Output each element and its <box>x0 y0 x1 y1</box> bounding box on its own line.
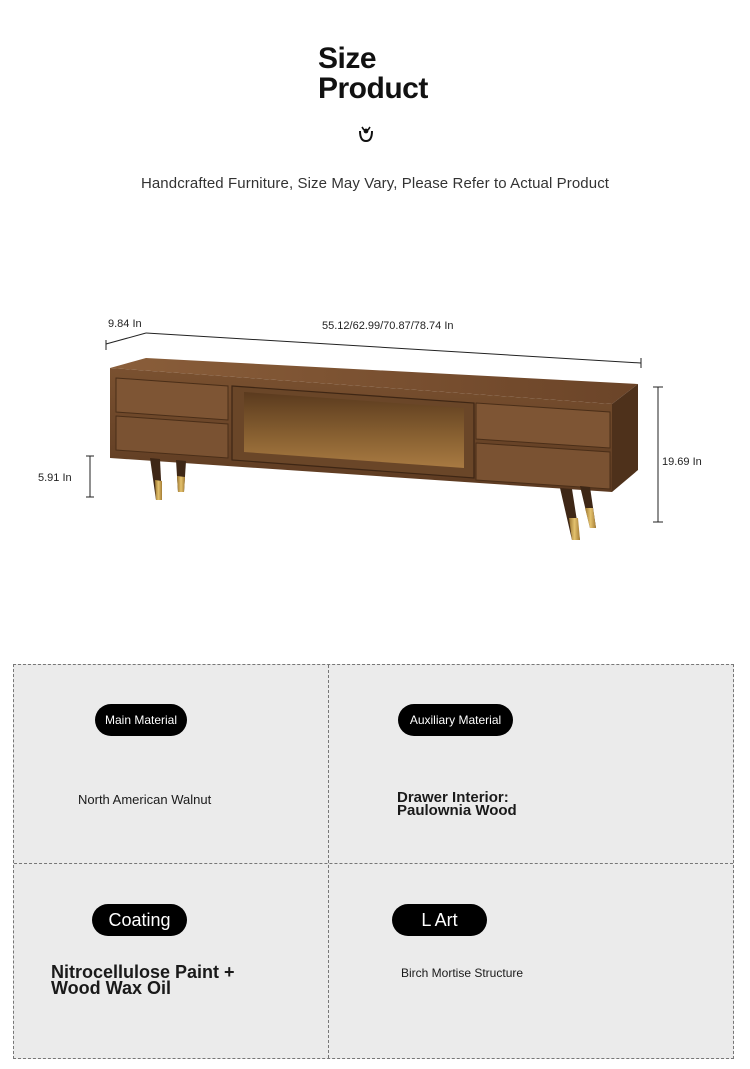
dim-width-label: 55.12/62.99/70.87/78.74 In <box>322 320 454 332</box>
spec-value-coating <box>51 964 235 996</box>
auxiliary-value-line2: Paulownia Wood <box>397 802 517 819</box>
coating-value-line1: Nitrocellulose Paint + <box>51 962 235 982</box>
page-title <box>318 44 458 104</box>
title-size: Size <box>318 42 377 75</box>
dim-leg-height-label: 5.91 In <box>38 472 72 484</box>
tv-cabinet-illustration <box>0 300 750 560</box>
spec-value-art: Birch Mortise Structure <box>401 966 524 980</box>
coating-value-line2: Wood Wax Oil <box>51 978 171 998</box>
spec-label-coating: Coating <box>92 904 187 936</box>
spec-value-main-material: North American Walnut <box>78 792 212 807</box>
spec-value-auxiliary-material <box>397 791 517 817</box>
grid-divider-vertical <box>328 665 329 1058</box>
title-product: Product <box>318 72 428 105</box>
spec-label-auxiliary-material: Auxiliary Material <box>398 704 513 736</box>
spec-grid <box>13 664 734 1059</box>
subtitle: Handcrafted Furniture, Size May Vary, Please Refer to Actual Product <box>140 175 610 192</box>
auxiliary-value-line1: Drawer Interior: <box>397 789 509 806</box>
brand-logo-icon <box>356 122 376 144</box>
spec-label-main-material: Main Material <box>95 704 187 736</box>
spec-label-art: L Art <box>392 904 487 936</box>
grid-divider-horizontal <box>14 863 733 864</box>
dim-total-height-label: 19.69 In <box>662 456 702 468</box>
dim-depth-label: 9.84 In <box>108 318 142 330</box>
